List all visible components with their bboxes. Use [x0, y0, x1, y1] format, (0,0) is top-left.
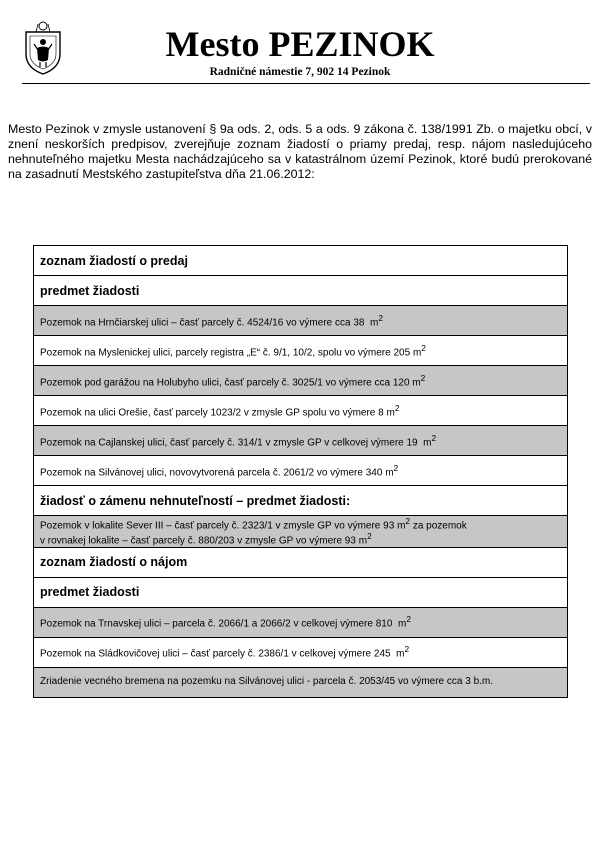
section-heading-row [34, 276, 568, 306]
sale-item: Pozemok na Silvánovej ulici, novovytvorená parcela č. 2061/2 vo výmere 340 $m^2$ [34, 456, 568, 486]
section-heading-row [34, 577, 568, 607]
table-row [34, 456, 568, 486]
table-row [34, 516, 568, 548]
table-row [34, 306, 568, 336]
table-row [34, 426, 568, 456]
section-heading-row [34, 547, 568, 577]
sale-item: Pozemok na Myslenickej ulici, parcely registra „E“ č. 9/1, 10/2, spolu vo výmere 205 $m^2$ [34, 336, 568, 366]
intro-paragraph: Mesto Pezinok v zmysle ustanovení § 9a ods. 2, ods. 5 a ods. 9 zákona č. 138/1991 Zb. o majetku obcí, v znení neskorších predpisov, zverejňuje zoznam žiadostí o priamy predaj, resp. nájom nasledujúceho nehnuteľného majetku Mesta nachádzajúceho sa v katastrálnom území Pezinok, ktoré budú prerokované na zasadnutí Mestského zastupiteľstva dňa 21.06.2012: [8, 122, 592, 181]
header-divider [22, 83, 590, 84]
lease-item: Pozemok na Sládkovičovej ulici – časť parcely č. 2386/1 v celkovej výmere 245 $m^2$ [34, 637, 568, 667]
sale-item: Pozemok pod garážou na Holubyho ulici, časť parcely č. 3025/1 vo výmere cca 120 $m^2$ [34, 366, 568, 396]
city-address: Radničné námestie 7, 902 14 Pezinok [209, 66, 391, 78]
table-row [34, 607, 568, 637]
page-title: Mesto PEZINOK [165, 24, 435, 64]
subject-heading: predmet žiadosti [34, 577, 568, 607]
table-row [34, 396, 568, 426]
section-heading-row [34, 486, 568, 516]
sale-item: Pozemok na Cajlanskej ulici, časť parcely č. 314/1 v zmysle GP v celkovej výmere 19 $m^2$ [34, 426, 568, 456]
table-row [34, 336, 568, 366]
sale-requests-heading: zoznam žiadostí o predaj [34, 246, 568, 276]
section-heading-row [34, 246, 568, 276]
sale-item: Pozemok na Hrnčiarskej ulici – časť parcely č. 4524/16 vo výmere cca 38 $m^2$ [34, 306, 568, 336]
sale-item: Pozemok na ulici Orešie, časť parcely 1023/2 v zmysle GP spolu vo výmere 8 $m^2$ [34, 396, 568, 426]
exchange-heading: žiadosť o zámenu nehnuteľností – predmet žiadosti: [34, 486, 568, 516]
table-row [34, 667, 568, 697]
lease-requests-heading: zoznam žiadostí o nájom [34, 547, 568, 577]
subject-heading: predmet žiadosti [34, 276, 568, 306]
lease-item: Pozemok na Trnavskej ulici – parcela č. 2066/1 a 2066/2 v celkovej výmere 810 $m^2$ [34, 607, 568, 637]
exchange-item: Pozemok v lokalite Sever III – časť parcely č. 2323/1 v zmysle GP vo výmere 93 $m^2$ za pozemok v rovnakej lokalite – časť parcely č. 880/203 v zmysle GP vo výmere 93 $m^2$ [34, 516, 568, 548]
table-row [34, 637, 568, 667]
requests-table [33, 245, 568, 698]
table-row [34, 366, 568, 396]
easement-item: Zriadenie vecného bremena na pozemku na Silvánovej ulici - parcela č. 2053/45 vo výmere cca 3 b.m. [34, 667, 568, 697]
